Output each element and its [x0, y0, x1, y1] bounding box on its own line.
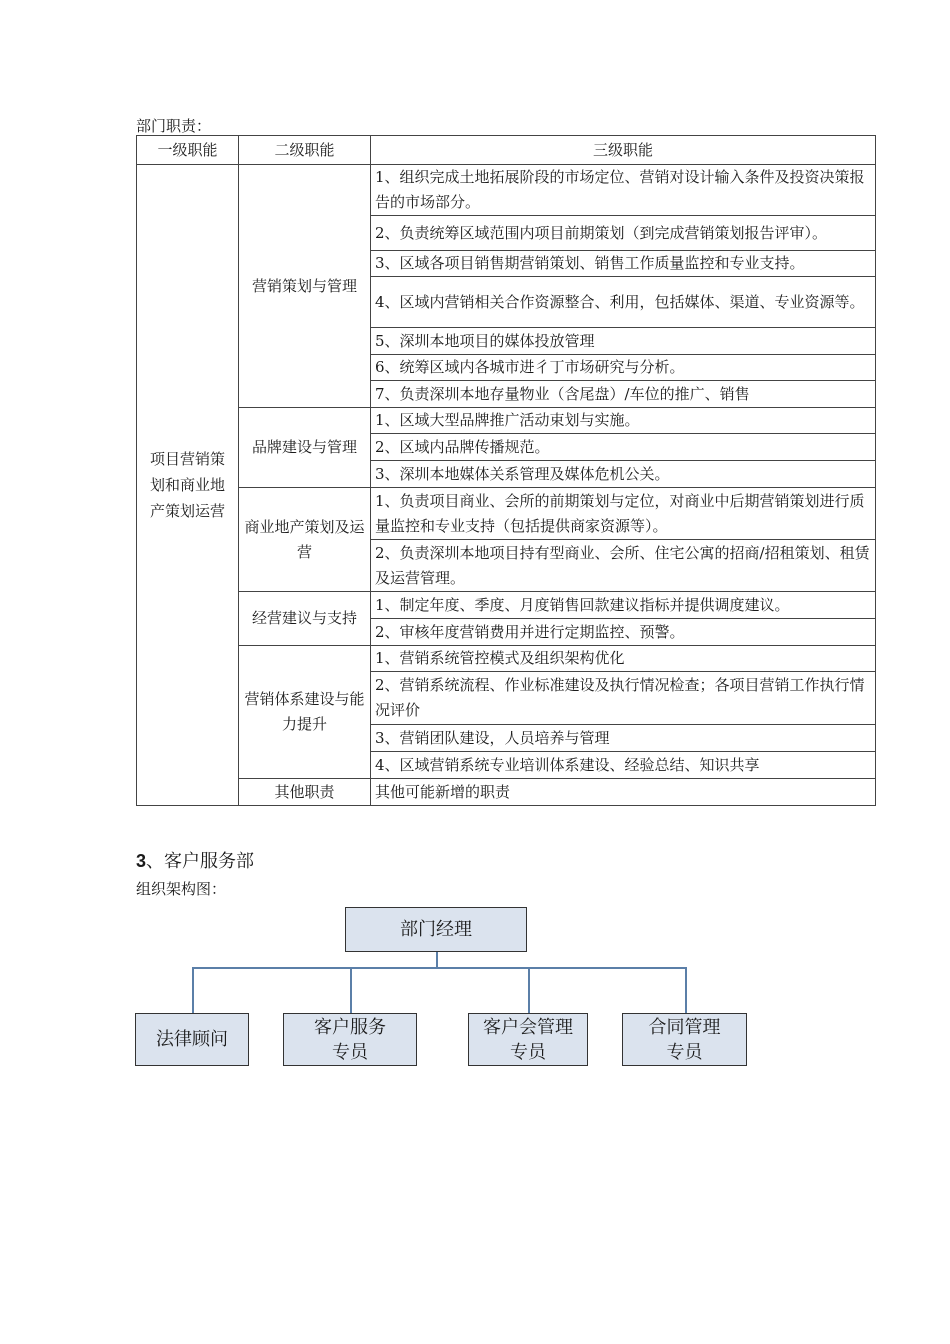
- level2-commercial: 商业地产策划及运营: [239, 488, 371, 592]
- connector-child-3: [528, 967, 530, 1013]
- org-chart-caption: 组织架构图：: [136, 880, 227, 898]
- level3-item: 其他可能新增的职责: [371, 779, 876, 806]
- level3-item: 3、营销团队建设，人员培养与管理: [371, 725, 876, 752]
- level3-item: 2、负责深圳本地项目持有型商业、会所、住宅公寓的招商/招租策划、租赁及运营管理。: [371, 540, 876, 592]
- level3-item: 2、负责统筹区域范围内项目前期策划（到完成营销策划报告评审）。: [371, 216, 876, 251]
- level3-item: 1、组织完成土地拓展阶段的市场定位、营销对设计输入条件及投资决策报告的市场部分。: [371, 165, 876, 216]
- level2-brand: 品牌建设与管理: [239, 408, 371, 488]
- connector-child-2: [350, 967, 352, 1013]
- table-caption: 部门职责：: [136, 117, 212, 135]
- connector-root-down: [436, 952, 438, 968]
- level1-function: 项目营销策划和商业地产策划运营: [137, 165, 239, 806]
- level3-item: 7、负责深圳本地存量物业（含尾盘）/车位的推广、销售: [371, 381, 876, 408]
- org-node-legal-advisor: 法律顾问: [135, 1013, 249, 1066]
- table-row: [137, 779, 876, 806]
- header-level3: 三级职能: [371, 136, 876, 165]
- table-row: [137, 592, 876, 619]
- table-row: [137, 646, 876, 672]
- org-node-club-management: 客户会管理 专员: [468, 1013, 588, 1066]
- org-node-manager: 部门经理: [345, 907, 527, 952]
- level3-item: 6、统筹区域内各城市进彳丁市场研究与分析。: [371, 355, 876, 381]
- table-row: [137, 488, 876, 540]
- table-row: [137, 408, 876, 434]
- connector-child-1: [192, 967, 194, 1013]
- connector-child-4: [685, 967, 687, 1013]
- level3-item: 1、负责项目商业、会所的前期策划与定位，对商业中后期营销策划进行质量监控和专业支持（包括提供商家资源等）。: [371, 488, 876, 540]
- section-heading: [136, 850, 254, 873]
- level3-item: 1、区域大型品牌推广活动束划与实施。: [371, 408, 876, 434]
- table-header-row: [137, 136, 876, 165]
- level2-other: 其他职责: [239, 779, 371, 806]
- level3-item: 2、区域内品牌传播规范。: [371, 434, 876, 461]
- section-title-text: 、客户服务部: [146, 851, 255, 872]
- level3-item: 1、制定年度、季度、月度销售回款建议指标并提供调度建议。: [371, 592, 876, 619]
- level3-item: 3、深圳本地媒体关系管理及媒体危机公关。: [371, 461, 876, 488]
- section-number: 3: [136, 851, 147, 871]
- level3-item: 2、营销系统流程、作业标准建设及执行情况检查；各项目营销工作执行情况评价: [371, 672, 876, 725]
- level3-item: 2、审核年度营销费用并进行定期监控、预警。: [371, 619, 876, 646]
- level3-item: 1、营销系统管控模式及组织架构优化: [371, 646, 876, 672]
- org-node-customer-service: 客户服务 专员: [283, 1013, 417, 1066]
- connector-horizontal: [192, 967, 686, 969]
- header-level2: 二级职能: [239, 136, 371, 165]
- level3-item: 3、区域各项目销售期营销策划、销售工作质量监控和专业支持。: [371, 251, 876, 277]
- header-level1: 一级职能: [137, 136, 239, 165]
- level2-operations-advice: 经营建议与支持: [239, 592, 371, 646]
- level3-item: 4、区域营销系统专业培训体系建设、经验总结、知识共享: [371, 752, 876, 779]
- level2-system-building: 营销体系建设与能力提升: [239, 646, 371, 779]
- responsibility-table: [136, 135, 876, 806]
- level2-marketing-planning: 营销策划与管理: [239, 165, 371, 408]
- org-node-contract-management: 合同管理 专员: [622, 1013, 747, 1066]
- level3-item: 5、深圳本地项目的媒体投放管理: [371, 328, 876, 355]
- level3-item: 4、区域内营销相关合作资源整合、利用，包括媒体、渠道、专业资源等。: [371, 277, 876, 328]
- table-row: [137, 165, 876, 216]
